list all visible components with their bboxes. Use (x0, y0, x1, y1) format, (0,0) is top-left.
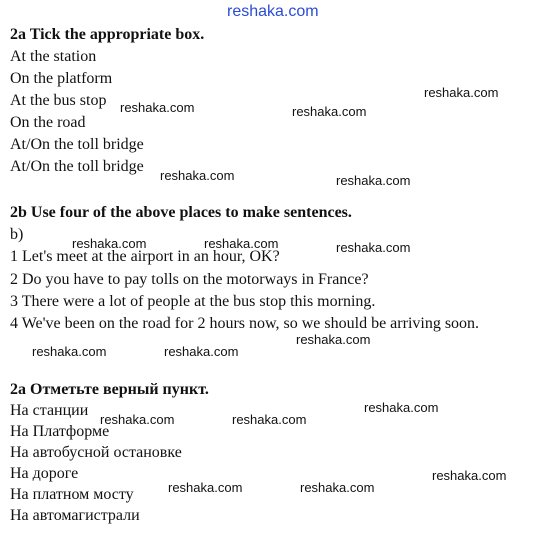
list-item: At/On the toll bridge (10, 158, 144, 175)
watermark: reshaka.com (300, 480, 375, 495)
section-ru-title: 2a Отметьте верный пункт. (10, 381, 209, 398)
sentence-item: 1 Let's meet at the airport in an hour, OK? (10, 248, 280, 265)
watermark: reshaka.com (364, 400, 439, 415)
list-item: On the road (10, 114, 86, 131)
section-2b-part-label: b) (10, 226, 24, 243)
list-item: At/On the toll bridge (10, 136, 144, 153)
watermark: reshaka.com (32, 344, 107, 359)
watermark: reshaka.com (336, 173, 411, 188)
watermark: reshaka.com (292, 104, 367, 119)
sentence-item: 4 We've been on the road for 2 hours now, so we should be arriving soon. (10, 315, 480, 332)
watermark: reshaka.com (72, 236, 147, 251)
list-item: На платном мосту (10, 486, 134, 503)
watermark: reshaka.com (232, 412, 307, 427)
list-item: На станции (10, 402, 89, 419)
list-item: On the platform (10, 70, 113, 87)
watermark: reshaka.com (160, 168, 235, 183)
sentence-item: 2 Do you have to pay tolls on the motorways in France? (10, 271, 369, 288)
list-item: На Платформе (10, 423, 110, 440)
list-item: At the station (10, 48, 97, 65)
watermark: reshaka.com (296, 332, 371, 347)
watermark: reshaka.com (432, 468, 507, 483)
watermark: reshaka.com (120, 100, 195, 115)
list-item: At the bus stop (10, 92, 107, 109)
watermark: reshaka.com (168, 480, 243, 495)
watermark: reshaka.com (336, 240, 411, 255)
list-item: На автомагистрали (10, 507, 140, 524)
watermark: reshaka.com (424, 85, 499, 100)
section-2a-title: 2a Tick the appropriate box. (10, 26, 205, 43)
watermark: reshaka.com (204, 236, 279, 251)
list-item: На дороге (10, 465, 79, 482)
watermark: reshaka.com (164, 344, 239, 359)
sentence-item: 3 There were a lot of people at the bus stop this morning. (10, 293, 376, 310)
watermark: reshaka.com (100, 412, 175, 427)
section-2b-title: 2b Use four of the above places to make sentences. (10, 204, 352, 221)
site-watermark: reshaka.com (227, 3, 319, 20)
list-item: На автобусной остановке (10, 444, 182, 461)
